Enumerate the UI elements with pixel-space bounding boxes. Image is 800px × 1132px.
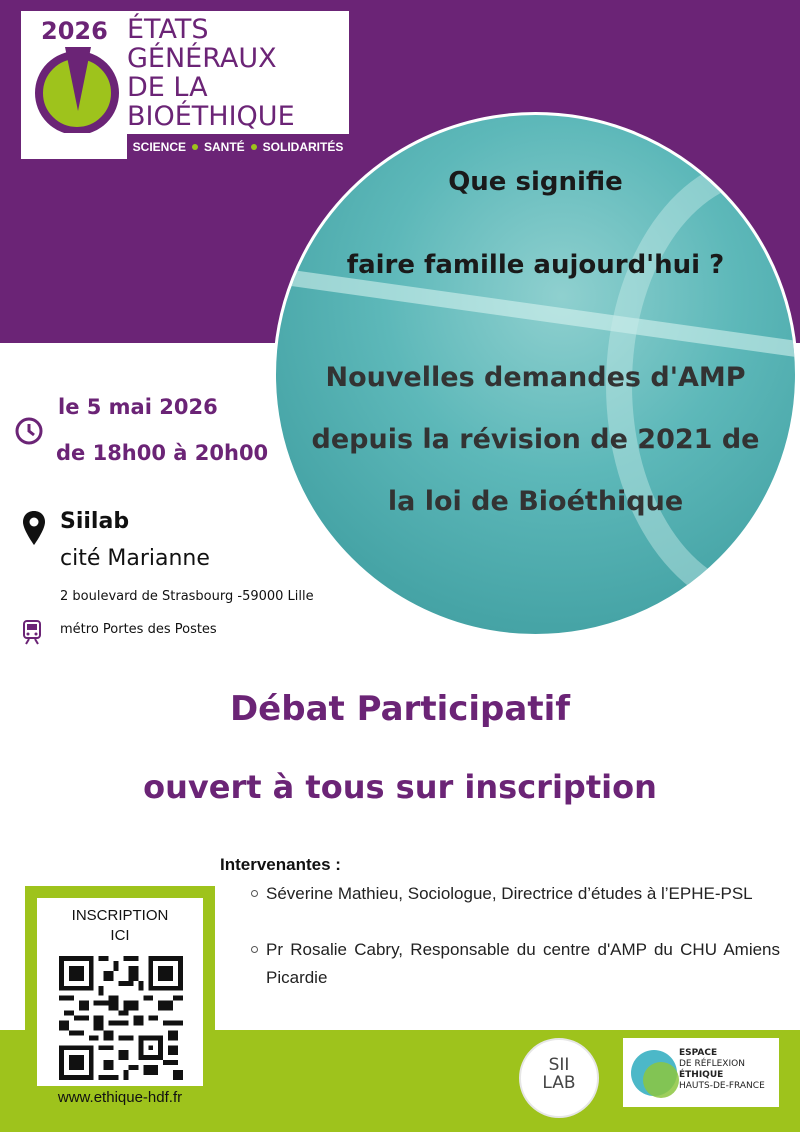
debate-subtitle: ouvert à tous sur inscription — [143, 768, 657, 806]
clock-icon — [14, 416, 44, 446]
event-date: le 5 mai 2026 — [58, 395, 218, 419]
logo-year: 2026 — [41, 17, 108, 45]
siilab-logo: SII LAB — [519, 1038, 599, 1118]
speakers-label: Intervenantes : — [220, 855, 341, 874]
etats-generaux-logo — [21, 11, 349, 159]
venue-detail: cité Marianne — [60, 546, 210, 571]
venue-name: Siilab — [60, 509, 130, 534]
event-time: de 18h00 à 20h00 — [56, 441, 269, 465]
hero-circle-image — [273, 112, 798, 637]
hero-subtitle-line2: depuis la révision de 2021 de — [311, 424, 760, 455]
hero-subtitle-line3: la loi de Bioéthique — [387, 486, 684, 517]
hero-question-line2: faire famille aujourd'hui ? — [346, 250, 725, 280]
hero-question-line1: Que signifie — [448, 167, 623, 197]
hero-subtitle-line1: Nouvelles demandes d'AMP — [325, 362, 746, 393]
debate-title: Débat Participatif — [229, 689, 571, 729]
speaker-item: Pr Rosalie Cabry, Responsable du centre d'AMP du CHU Amiens Picardie — [266, 936, 780, 992]
logo-tagline: SCIENCE SANTÉ SOLIDARITÉS — [127, 134, 349, 159]
speaker-item: Séverine Mathieu, Sociologue, Directrice d’études à l’EPHE-PSL — [266, 880, 780, 908]
ere-logo-icon — [643, 1062, 679, 1098]
tagline-dot — [192, 144, 198, 150]
inscription-label: INSCRIPTION ICI — [71, 907, 169, 944]
inscription-inner — [37, 898, 203, 1086]
logo-target-icon — [27, 47, 127, 133]
espace-reflexion-ethique-logo: ESPACE DE RÉFLEXION ÉTHIQUE HAUTS-DE-FRANCE — [623, 1038, 779, 1107]
tagline-dot — [251, 144, 257, 150]
logo-title: ÉTATS GÉNÉRAUX DE LA BIOÉTHIQUE — [127, 14, 295, 132]
metro-station: métro Portes des Postes — [60, 622, 217, 637]
inscription-qr-code[interactable] — [59, 956, 183, 1080]
venue-address: 2 boulevard de Strasbourg -59000 Lille — [60, 589, 314, 604]
inscription-box — [25, 886, 215, 1086]
website-link[interactable]: www.ethique-hdf.fr — [57, 1089, 183, 1106]
location-pin-icon — [22, 510, 46, 546]
metro-icon — [21, 619, 43, 645]
